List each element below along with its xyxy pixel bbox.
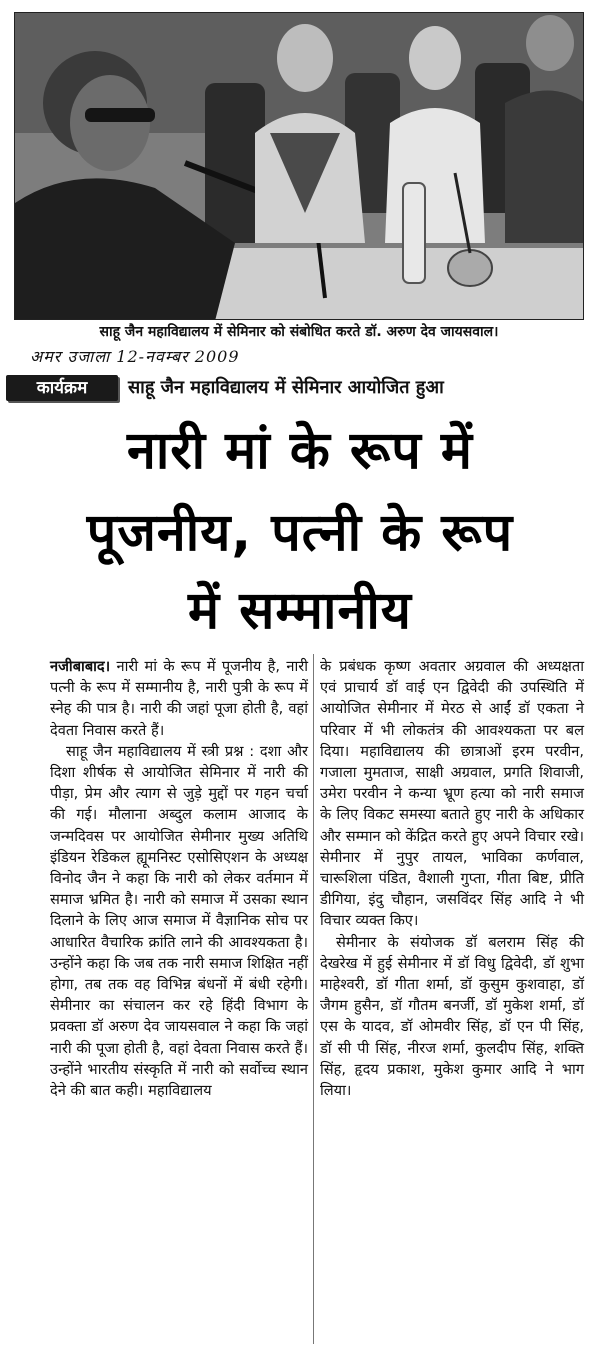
article-column-right — [320, 656, 584, 1101]
paragraph-1-text: नारी मां के रूप में पूजनीय है, नारी पत्नी के रूप में सम्मानीय है, नारी पुत्री के रूप में स्नेह की पात्र है। नारी की जहां पूजा होती है, वहां देवता निवास करते हैं। — [50, 658, 308, 739]
article-paragraph-2: साहू जैन महाविद्यालय में स्त्री प्रश्न : दशा और दिशा शीर्षक से आयोजित सेमिनार में नारी की पीड़ा, प्रेम और त्याग से जुड़े मुद्दों पर गहन चर्चा की गई। मौलाना अब्दुल कलाम आजाद के जन्मदिवस पर आयोजित सेमीनार मुख्य अतिथि इंडियन रेडिकल ह्यूमनिस्ट एसोसिएशन के अध्यक्ष विनोद जैन ने कहा कि नारी को लेकर वर्तमान में समाज भ्रमित है। नारी को समाज में उसका स्थान दिलाने के लिए आज समाज में वैज्ञानिक सोच पर आधारित वैचारिक क्रांति लाने की आवश्यकता है। उन्होंने कहा कि जब तक नारी समाज शिक्षित नहीं होगा, तब तक वह विभिन्न बंधनों में बंधी रहेगी। सेमीनार का संचालन कर रहे हिंदी विभाग के प्रवक्ता डॉ अरुण देव जायसवाल ने कहा कि जहां नारी की पूजा होती है, वहां देवता निवास करते हैं। उन्होंने भारतीय संस्कृति में नारी को सर्वोच्च स्थान देने की बात कही। महाविद्यालय — [50, 742, 308, 1100]
article-paragraph-1 — [50, 656, 308, 741]
headline-line-2: पूजनीय, पत्नी के रूप — [86, 503, 514, 563]
article-column-left — [50, 656, 308, 1101]
article-paragraph-4: सेमीनार के संयोजक डॉ बलराम सिंह की देखरेख में हुई सेमीनार में डॉ विधु द्विवेदी, डॉ शुभा माहेश्वरी, डॉ गीता शर्मा, डॉ कुसुम कुशवाहा, डॉ जैगम हुसैन, डॉ गौतम बनर्जी, डॉ मुकेश शर्मा, डॉ एस के यादव, डॉ ओमवीर सिंह, डॉ एन पी सिंह, डॉ सी पी सिंह, नीरज शर्मा, कुलदीप सिंह, शक्ति सिंह, हृदय प्रकाश, मुकेश कुमार आदि ने भाग लिया। — [320, 933, 584, 1100]
headline-line-1: नारी मां के रूप में — [126, 421, 473, 481]
headline-line-3: में सम्मानीय — [188, 581, 412, 641]
photo-illustration — [15, 13, 584, 320]
seminar-photo — [14, 12, 584, 320]
subheadline: साहू जैन महाविद्यालय में सेमिनार आयोजित हुआ — [128, 377, 444, 398]
handwritten-source-note: अमर उजाला 12-नवम्बर 2009 — [30, 347, 240, 366]
dateline: नजीबाबाद। — [50, 658, 111, 675]
section-kicker: कार्यक्रम — [6, 375, 118, 401]
column-divider — [313, 654, 314, 1344]
article-paragraph-3: के प्रबंधक कृष्ण अवतार अग्रवाल की अध्यक्षता एवं प्राचार्य डॉ वाई एन द्विवेदी की उपस्थिति में आयोजित सेमीनार में मेरठ से आईं डॉ एकता ने परिवार में भी लोकतंत्र की आवश्यकता पर बल दिया। महाविद्यालय की छात्राओं इरम परवीन, गजाला मुमताज, साक्षी अग्रवाल, प्रगति शिवाजी, उमेरा परवीन ने कन्या भ्रूण हत्या को नारी समाज के लिए विकट समस्या बताते हुए नारी के अधिकार और सम्मान को केंद्रित करते हुए अपने विचार रखे। सेमीनार में नुपुर तायल, भाविका कर्णवाल, चारूशिला पंडित, वैशाली गुप्ता, गीता बिष्ट, प्रीति डीगिया, इंदु चौहान, जसविंदर सिंह आदि ने भी विचार व्यक्त किए। — [320, 658, 584, 930]
section-bar — [0, 372, 600, 404]
photo-caption: साहू जैन महाविद्यालय में सेमिनार को संबोधित करते डॉ. अरुण देव जायसवाल। — [99, 324, 499, 340]
